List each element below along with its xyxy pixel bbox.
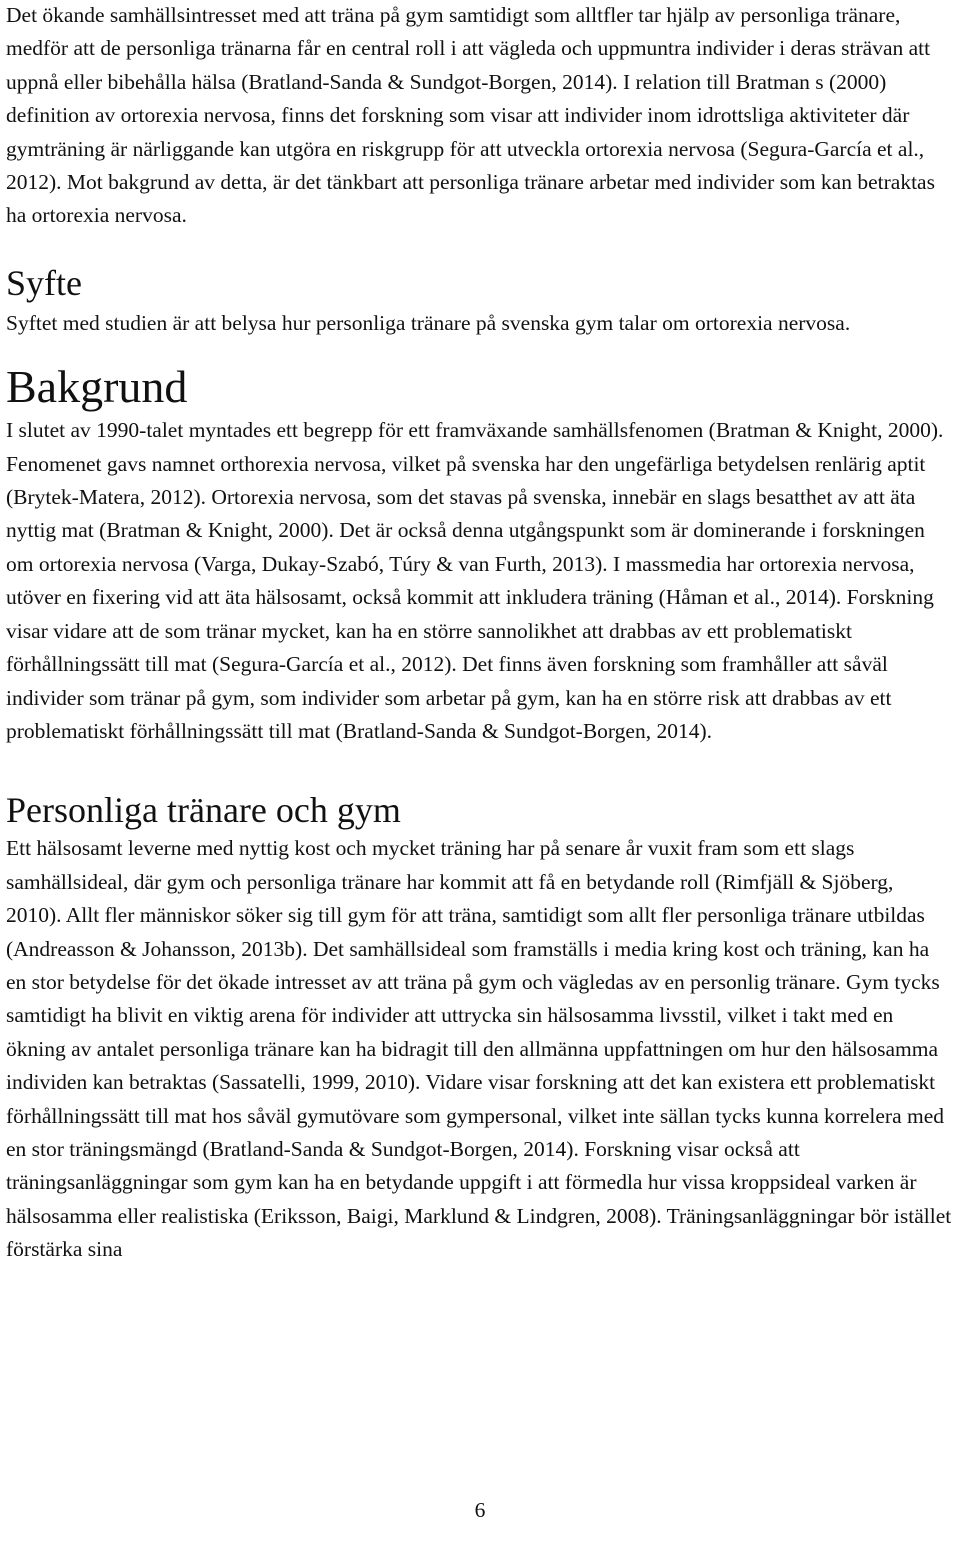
syfte-paragraph: Syftet med studien är att belysa hur personliga tränare på svenska gym talar om ortorexia nervosa. [6,310,851,335]
intro-paragraph: Det ökande samhällsintresset med att träna på gym samtidigt som alltfler tar hjälp av personliga tränare, medför att de personliga tränarna får en central roll i att vägleda och uppmuntra individer i deras strävan att uppnå eller bibehålla hälsa (Bratland-Sanda & Sundgot-Borgen, 2014). I relation till Bratman s (2000) definition av ortorexia nervosa, finns det forskning som visar att individer inom idrottsliga aktiviteter där gymträning är närliggande kan utgöra en riskgrupp för att utveckla ortorexia nervosa (Segura-García et al., 2012). Mot bakgrund av detta, är det tänkbart att personliga tränare arbetar med individer som kan betraktas ha ortorexia nervosa. [6,3,935,228]
syfte-heading: Syfte [6,262,82,303]
document-page [6,0,954,1267]
personliga-tranare-paragraph: Ett hälsosamt leverne med nyttig kost och mycket träning har på senare år vuxit fram som ett slags samhällsideal, där gym och personliga tränare har kommit att få en betydande roll (Rimfjäll & Sjöberg, 2010). Allt fler människor söker sig till gym för att träna, samtidigt som allt fler personliga tränare utbildas (Andreasson & Johansson, 2013b). Det samhällsideal som framställs i media kring kost och träning, kan ha en stor betydelse för det ökade intresset av att träna på gym och vägledas av en personlig tränare. Gym tycks samtidigt ha blivit en viktig arena för individer att uttrycka sin hälsosamma livsstil, vilket i takt med en ökning av antalet personliga tränare kan ha bidragit till den allmänna uppfattningen om hur den hälsosamma individen kan betraktas (Sassatelli, 1999, 2010). Vidare visar forskning att det kan existera ett problematiskt förhållningssätt till mat hos såväl gymutövare som gympersonal, vilket inte sällan tycks kunna korrelera med en stor träningsmängd (Bratland-Sanda & Sundgot-Borgen, 2014). Forskning visar också att träningsanläggningar som gym kan ha en betydande uppgift i att förmedla hur vissa kroppsideal varken är hälsosamma eller realistiska (Eriksson, Baigi, Marklund & Lindgren, 2008). Träningsanläggningar bör istället förstärka sina [6,836,952,1262]
bakgrund-heading: Bakgrund [6,361,188,413]
personliga-tranare-heading: Personliga tränare och gym [6,790,401,831]
page-number: 6 [474,1498,486,1522]
bakgrund-paragraph: I slutet av 1990-talet myntades ett begrepp för ett framväxande samhällsfenomen (Bratman & Knight, 2000). Fenomenet gavs namnet orthorexia nervosa, vilket på svenska har den ungefärliga betydelsen renlärig aptit (Brytek-Matera, 2012). Ortorexia nervosa, som det stavas på svenska, innebär en slags besatthet av att äta nyttig mat (Bratman & Knight, 2000). Det är också denna utgångspunkt som är dominerande i forskningen om ortorexia nervosa (Varga, Dukay-Szabó, Túry & van Furth, 2013). I massmedia har ortorexia nervosa, utöver en fixering vid att äta hälsosamt, också kommit att inkludera träning (Håman et al., 2014). Forskning visar vidare att de som tränar mycket, kan ha en större sannolikhet att drabbas av ett problematiskt förhållningssätt till mat (Segura-García et al., 2012). Det finns även forskning som framhåller att såväl individer som tränar på gym, som individer som arbetar på gym, kan ha en större risk att drabbas av ett problematiskt förhållningssätt till mat (Bratland-Sanda & Sundgot-Borgen, 2014). [6,418,944,743]
